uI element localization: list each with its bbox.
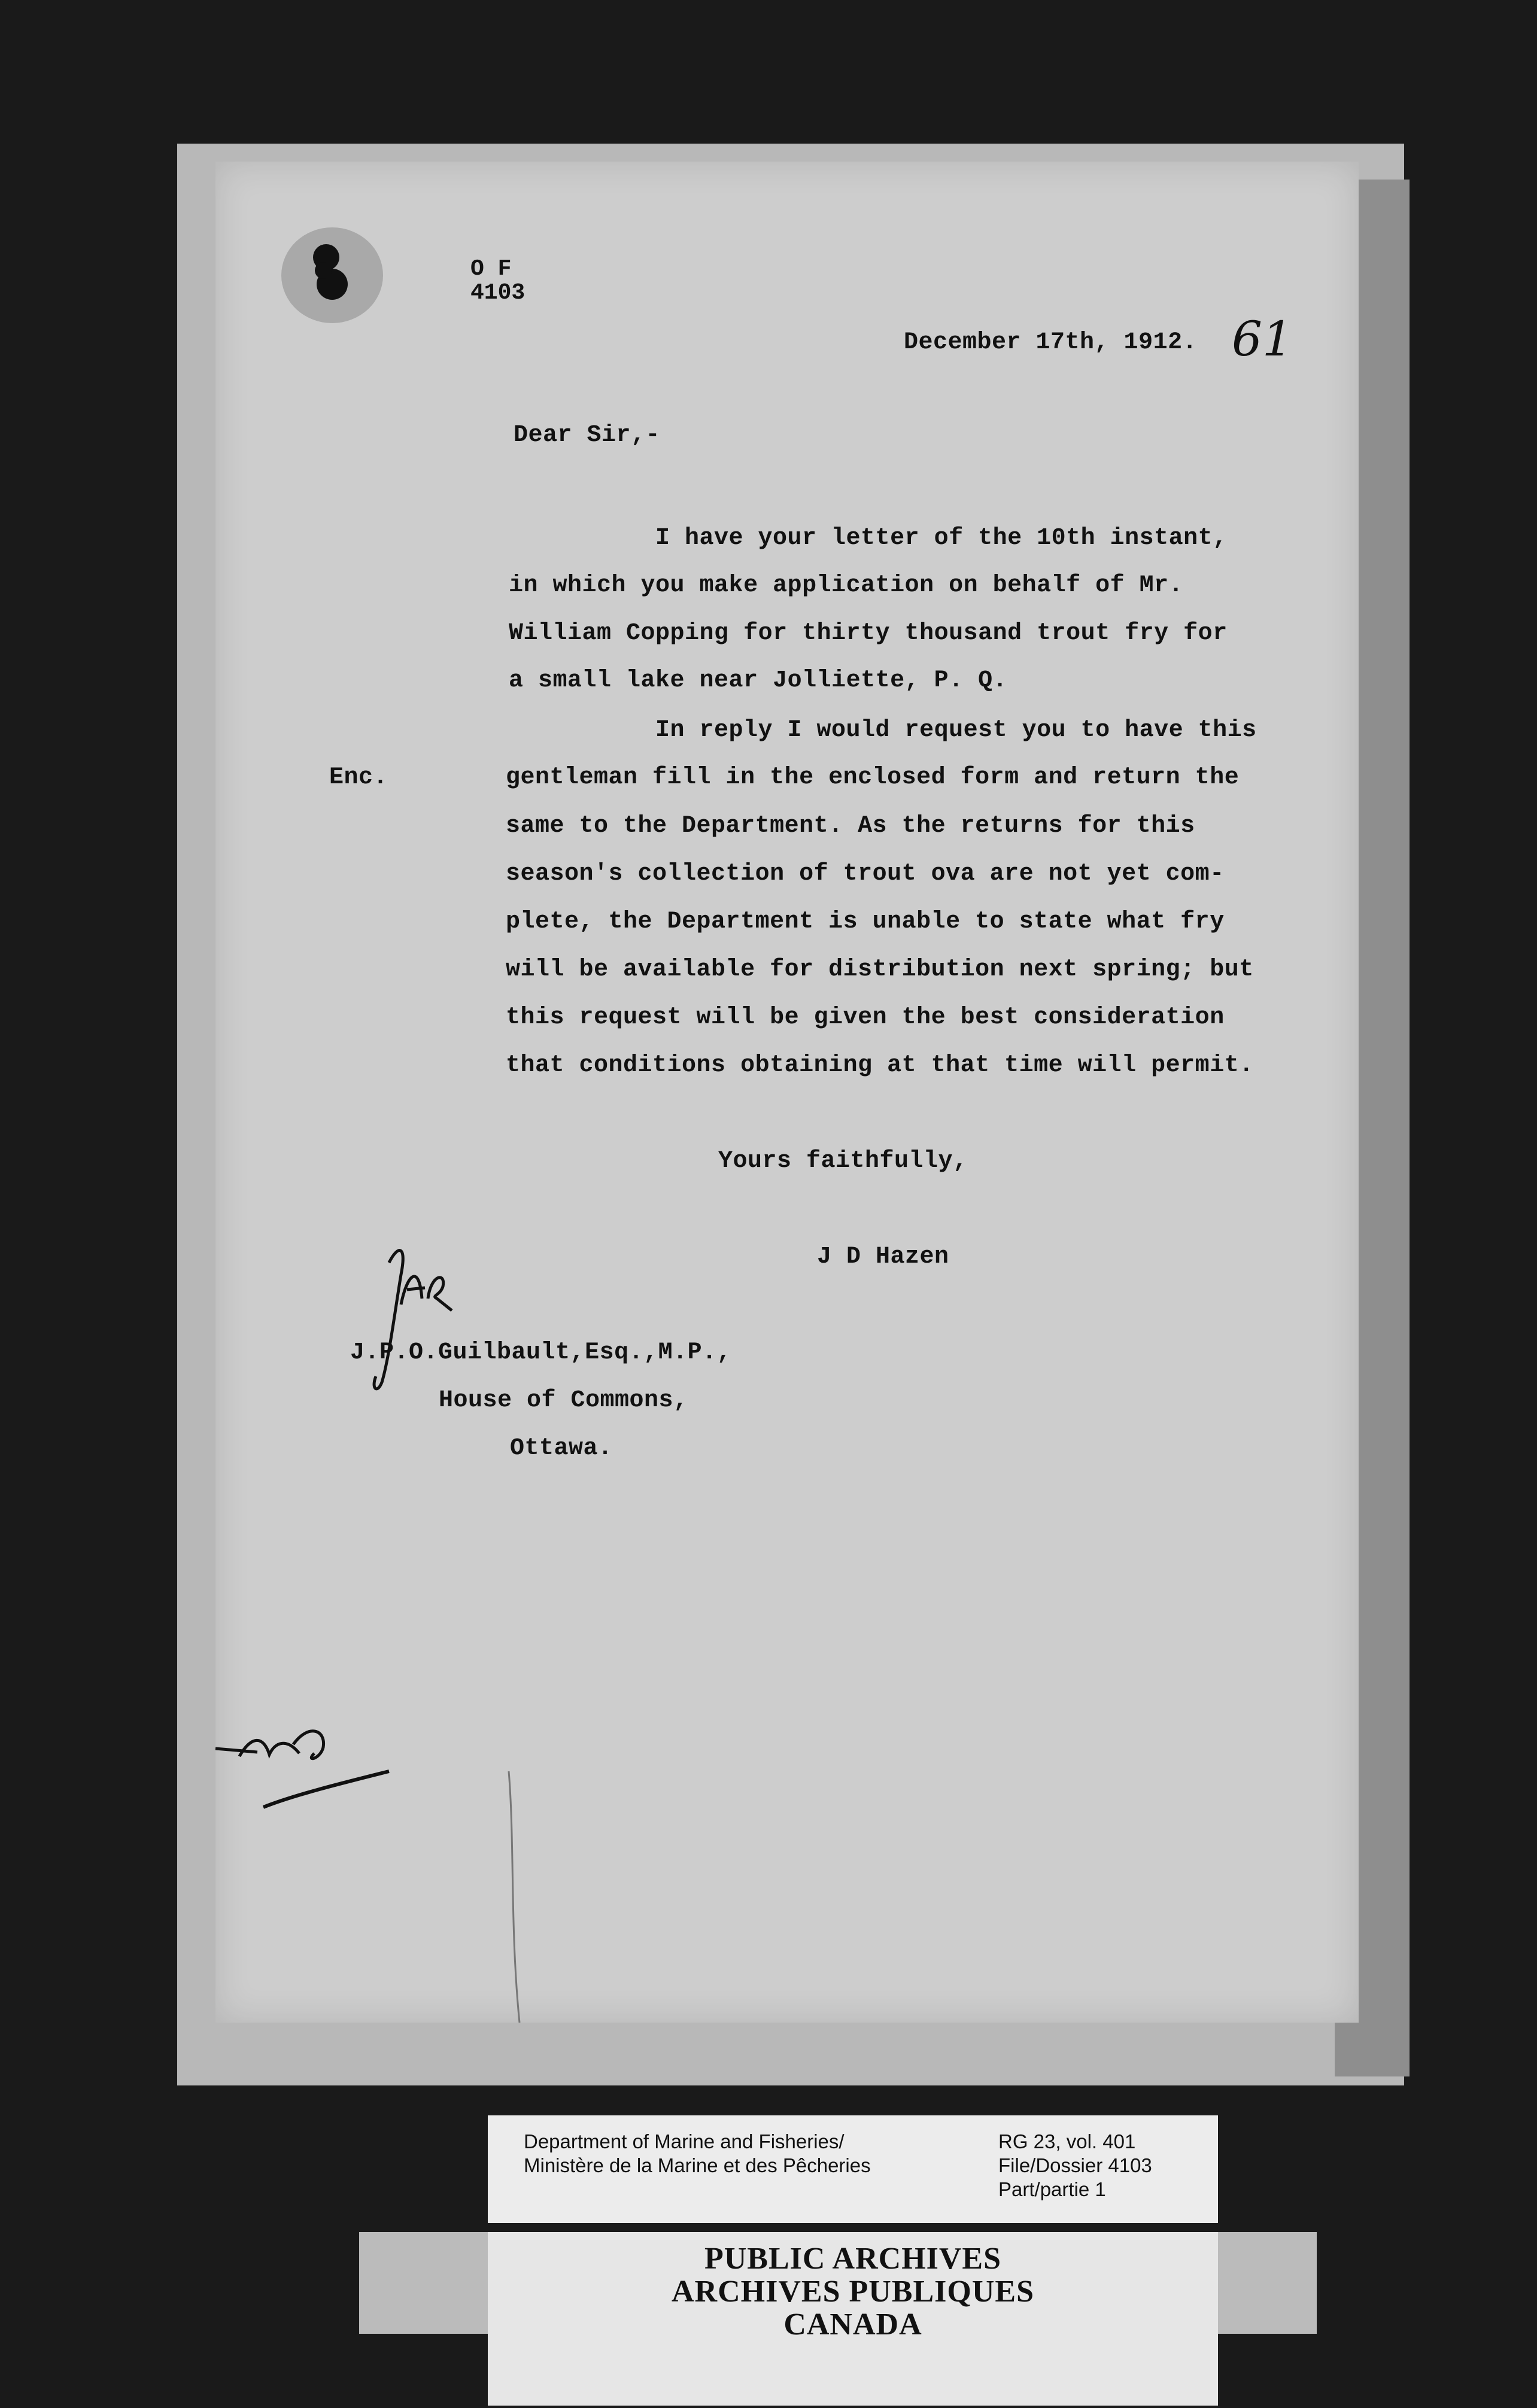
file-ref-line1: O F (470, 256, 512, 282)
closing: Yours faithfully, (718, 1148, 968, 1175)
archive-stamp-line2: ARCHIVES PUBLIQUES (671, 2275, 1035, 2309)
handwritten-scribble (203, 1711, 401, 1834)
recipient-city: Ottawa. (510, 1435, 613, 1462)
body-line: a small lake near Jolliette, P. Q. (509, 667, 1008, 694)
body-line: season's collection of trout ova are not yet com- (506, 861, 1225, 887)
salutation: Dear Sir,- (514, 422, 661, 449)
archive-ref-file: File/Dossier 4103 (998, 2154, 1152, 2176)
archive-stamp-line3: CANADA (783, 2307, 922, 2342)
handwritten-initials (365, 1239, 467, 1409)
signature-typed: J D Hazen (817, 1243, 949, 1270)
page-number-handwritten: 61 (1232, 311, 1293, 367)
letter-date: December 17th, 1912. (904, 329, 1198, 356)
body-line: I have your letter of the 10th instant, (655, 525, 1228, 552)
recipient-address: House of Commons, (439, 1387, 688, 1414)
body-line: that conditions obtaining at that time will permit. (506, 1052, 1254, 1079)
archive-ref-part: Part/partie 1 (998, 2178, 1106, 2200)
body-line: will be available for distribution next spring; but (506, 956, 1254, 983)
department-line-french: Ministère de la Marine et des Pêcheries (524, 2154, 871, 2176)
archive-ref-volume: RG 23, vol. 401 (998, 2130, 1136, 2152)
margin-note-enclosure: Enc. (329, 764, 388, 791)
body-line: gentleman fill in the enclosed form and return the (506, 764, 1240, 791)
body-line: plete, the Department is unable to state what fry (506, 908, 1225, 935)
body-line: same to the Department. As the returns for this (506, 813, 1195, 840)
punch-hole-mark (281, 227, 383, 323)
paper-fold-line (503, 1771, 527, 2026)
body-line: in which you make application on behalf of Mr. (509, 572, 1184, 599)
recipient-name: J.P.O.Guilbault,Esq.,M.P., (350, 1339, 732, 1366)
department-line-english: Department of Marine and Fisheries/ (524, 2130, 845, 2152)
body-line: In reply I would request you to have this (655, 717, 1257, 744)
archive-stamp-line1: PUBLIC ARCHIVES (704, 2242, 1002, 2276)
body-line: this request will be given the best consideration (506, 1004, 1225, 1031)
body-line: William Copping for thirty thousand trout fry for (509, 620, 1228, 647)
file-ref-line2: 4103 (470, 280, 526, 306)
